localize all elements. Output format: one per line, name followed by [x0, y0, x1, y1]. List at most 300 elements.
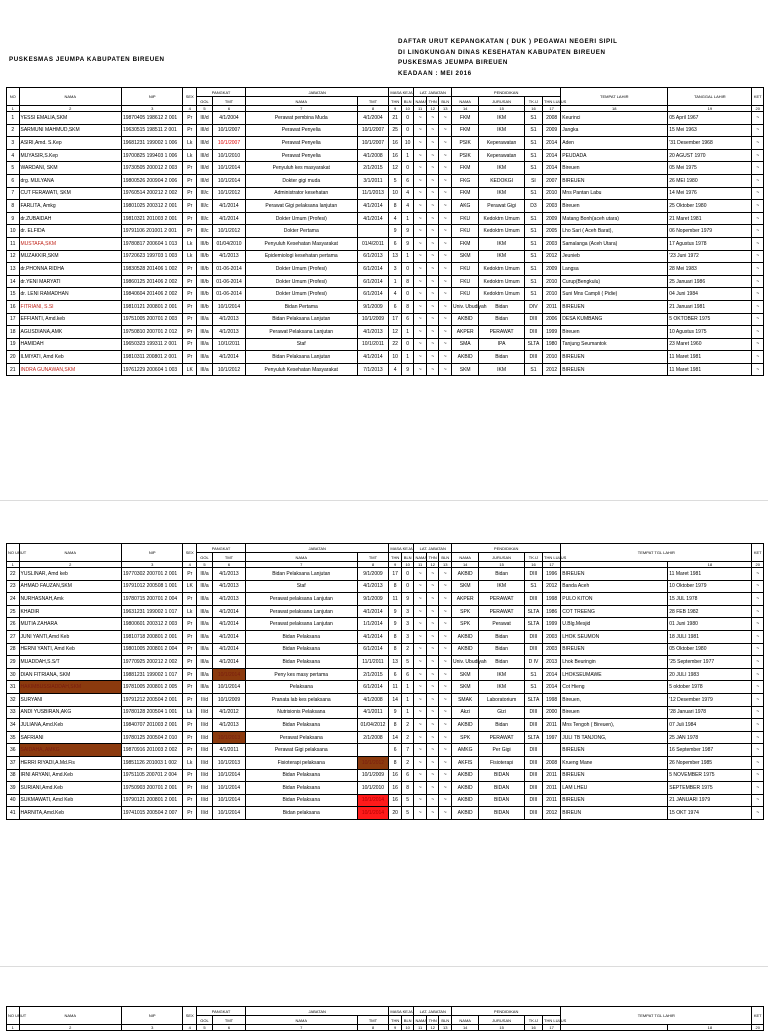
- cell-nip: 19631231 199002 1 017: [121, 605, 182, 618]
- cell-thn: 8: [389, 630, 402, 643]
- cell-jur: BIDAN: [479, 769, 525, 782]
- cell-lulus: 2014: [543, 162, 561, 175]
- cell-thn: 17: [389, 313, 402, 326]
- cell-lb: ~: [439, 744, 452, 757]
- cell-nama: ANDI YUSBIRAN,AKG: [19, 706, 121, 719]
- cell-ln: ~: [414, 794, 427, 807]
- cell-ln: ~: [414, 162, 427, 175]
- cell-ln: ~: [414, 313, 427, 326]
- col-tempat-tgl-lahir: TEMPAT TGL LAHIR: [561, 544, 752, 562]
- cell-tk: S1: [524, 187, 542, 200]
- cell-pn: SPK: [452, 605, 479, 618]
- column-number: 9: [389, 106, 402, 112]
- cell-lt: ~: [426, 618, 439, 631]
- cell-nama: SUKMAWATI, Amd Keb: [19, 794, 121, 807]
- cell-no: 2: [7, 124, 20, 137]
- cell-tgl: 04 Juni 1984: [668, 288, 752, 301]
- cell-nip: 19780128 200504 1 001: [121, 706, 182, 719]
- cell-gol: II/d: [197, 756, 213, 769]
- cell-lulus: 2010: [543, 187, 561, 200]
- cell-tgl: 15 OKT 1974: [668, 807, 752, 820]
- cell-thn: 13: [389, 656, 402, 669]
- column-number: 2: [19, 106, 121, 112]
- cell-pn: AKBID: [452, 630, 479, 643]
- cell-gol: III/a: [197, 630, 213, 643]
- cell-bln: 3: [401, 618, 414, 631]
- cell-ln: ~: [414, 351, 427, 364]
- cell-gol: II/d: [197, 731, 213, 744]
- cell-tk: DIII: [524, 744, 542, 757]
- cell-sex: Lk: [183, 756, 197, 769]
- cell-lb: ~: [439, 313, 452, 326]
- cell-pn: AKPER: [452, 326, 479, 339]
- column-number: 5: [197, 1025, 213, 1031]
- cell-pn: AKBID: [452, 351, 479, 364]
- cell-nip: 19881231 199002 1 017: [121, 668, 182, 681]
- cell-lulus: 2009: [543, 124, 561, 137]
- cell-thn: 9: [389, 706, 402, 719]
- cell-tmt: 4/1/2013: [212, 719, 245, 732]
- cell-tmt: 4/1/2013: [212, 593, 245, 606]
- cell-ln: ~: [414, 706, 427, 719]
- cell-bln: 7: [401, 744, 414, 757]
- cell-tmt: 10/1/2013: [212, 731, 245, 744]
- cell-thn: 6: [389, 300, 402, 313]
- column-number: 1: [7, 106, 20, 112]
- cell-gol: III/d: [197, 149, 213, 162]
- cell-ln: ~: [414, 807, 427, 820]
- cell-jur: Perawat Gigi: [479, 200, 525, 213]
- cell-nip: 19750810 200701 2 012: [121, 326, 182, 339]
- cell-sex: Pr: [183, 174, 197, 187]
- cell-gol: II/d: [197, 769, 213, 782]
- cell-nip: 19840604 201406 2 002: [121, 288, 182, 301]
- cell-sex: Pr: [183, 731, 197, 744]
- cell-tk: D3: [524, 200, 542, 213]
- cell-lulus: 2007: [543, 174, 561, 187]
- cell-jur: BIDAN: [479, 782, 525, 795]
- col-subheader: BLN: [401, 97, 414, 106]
- cell-tgl: 15 Mei 1963: [668, 124, 752, 137]
- col-jabatan: JABATAN: [245, 1007, 388, 1016]
- cell-ln: ~: [414, 769, 427, 782]
- col-no: NO URUT: [7, 544, 20, 562]
- cell-tmt: 10/1/2014: [212, 782, 245, 795]
- cell-gol: III/c: [197, 212, 213, 225]
- cell-nama: KHADIR: [19, 605, 121, 618]
- cell-tmt: 4/1/2014: [212, 630, 245, 643]
- cell-lb: ~: [439, 250, 452, 263]
- cell-jab: Pranata lab kes pelaksana: [245, 693, 357, 706]
- cell-jab: Administrator kesehatan: [245, 187, 357, 200]
- cell-sex: Pr: [183, 300, 197, 313]
- cell-sex: Pr: [183, 656, 197, 669]
- cell-tk: S1: [524, 275, 542, 288]
- cell-jtmt: 11/1/2013: [357, 187, 389, 200]
- cell-ln: ~: [414, 237, 427, 250]
- cell-bln: 1: [401, 681, 414, 694]
- cell-tempat: Tanjung Seumantok: [561, 338, 668, 351]
- cell-lt: ~: [426, 693, 439, 706]
- cell-tk: DIII: [524, 756, 542, 769]
- cell-nama: IRNI ARYANI, Amd.Keb: [19, 769, 121, 782]
- cell-ket: ~: [752, 643, 764, 656]
- cell-gol: III/d: [197, 124, 213, 137]
- cell-ln: ~: [414, 326, 427, 339]
- cell-jab: Bidan Pelaksana: [245, 643, 357, 656]
- col-subheader: NAMA: [245, 97, 357, 106]
- cell-thn: 12: [389, 162, 402, 175]
- cell-tk: S1: [524, 212, 542, 225]
- column-number: 12: [426, 1025, 439, 1031]
- cell-ket: ~: [752, 137, 764, 150]
- cell-tgl: 5 OKTOBER 1975: [668, 313, 752, 326]
- cell-no: 12: [7, 250, 20, 263]
- cell-jtmt: 6/1/2014: [357, 263, 389, 276]
- cell-lt: ~: [426, 288, 439, 301]
- cell-no: 25: [7, 605, 20, 618]
- cell-lt: ~: [426, 250, 439, 263]
- cell-ket: ~: [752, 630, 764, 643]
- cell-tgl: 07 Juli 1984: [668, 719, 752, 732]
- cell-sex: Pr: [183, 313, 197, 326]
- cell-jtmt: 9/1/2009: [357, 568, 389, 581]
- cell-bln: 0: [401, 124, 414, 137]
- cell-tmt: 4/1/2014: [212, 643, 245, 656]
- cell-jur: Bidan: [479, 630, 525, 643]
- cell-tempat: LHOK SEUMON: [561, 630, 668, 643]
- cell-thn: 25: [389, 124, 402, 137]
- cell-gol: II/d: [197, 794, 213, 807]
- cell-lb: ~: [439, 782, 452, 795]
- cell-ket: ~: [752, 605, 764, 618]
- cell-ket: ~: [752, 313, 764, 326]
- cell-pn: SKM: [452, 250, 479, 263]
- cell-bln: 0: [401, 338, 414, 351]
- cell-lb: ~: [439, 200, 452, 213]
- cell-lulus: 2011: [543, 769, 561, 782]
- col-subheader: NAMA: [415, 554, 427, 560]
- cell-ln: ~: [414, 756, 427, 769]
- cell-lt: ~: [426, 174, 439, 187]
- cell-tempat: BIREUN: [561, 807, 668, 820]
- table-row: [7, 275, 764, 288]
- cell-ln: ~: [414, 605, 427, 618]
- cell-tgl: 15 JUL 1978: [668, 593, 752, 606]
- cell-nama: HAKIMBUSSIADDAH,SKM: [19, 681, 121, 694]
- col-tempat-tgl-lahir: TEMPAT TGL LAHIR: [561, 1007, 752, 1025]
- cell-no: 8: [7, 200, 20, 213]
- col-subheader: NAMA: [415, 1017, 427, 1023]
- cell-nama: YUSLINAR, Amd keb: [19, 568, 121, 581]
- cell-pn: AKBID: [452, 794, 479, 807]
- cell-tmt: 01-06-2014: [212, 288, 245, 301]
- cell-tk: S1: [524, 225, 542, 238]
- cell-sex: LK: [183, 363, 197, 376]
- cell-bln: 9: [401, 363, 414, 376]
- col-lat-jabatan: LAT. JABATAN: [414, 88, 452, 97]
- cell-tmt: 01-06-2014: [212, 275, 245, 288]
- cell-no: 18: [7, 326, 20, 339]
- cell-jab: Bidan Pelaksana: [245, 769, 357, 782]
- cell-no: 15: [7, 288, 20, 301]
- cell-tmt: 4/1/2013: [212, 568, 245, 581]
- column-number: 15: [479, 1025, 525, 1031]
- header-row: [7, 544, 764, 553]
- cell-tempat: Banda Aceh: [561, 580, 668, 593]
- cell-lb: ~: [439, 580, 452, 593]
- cell-lulus: 1997: [543, 731, 561, 744]
- cell-nama: YESSI EMALIA,SKM: [19, 112, 121, 125]
- cell-tgl: 25 Oktober 1980: [668, 200, 752, 213]
- cell-tgl: '23 Juni 1972: [668, 250, 752, 263]
- document-header: [398, 37, 617, 79]
- column-number: 17: [543, 562, 561, 568]
- cell-ln: ~: [414, 338, 427, 351]
- cell-pn: AMKG: [452, 744, 479, 757]
- cell-sex: Pr: [183, 112, 197, 125]
- table-row: [7, 351, 764, 364]
- cell-jur: IKM: [479, 124, 525, 137]
- cell-bln: 9: [401, 225, 414, 238]
- cell-bln: 3: [401, 630, 414, 643]
- cell-tgl: 05 April 1967: [668, 112, 752, 125]
- table-row: [7, 313, 764, 326]
- cell-jur: Fisioterapi: [479, 756, 525, 769]
- cell-jtmt: 10/1/2010: [357, 782, 389, 795]
- cell-jab: Perawat pelaksana Lanjutan: [245, 618, 357, 631]
- cell-ket: ~: [752, 288, 764, 301]
- col-subheader: NAMA: [245, 553, 357, 562]
- cell-no: 30: [7, 668, 20, 681]
- cell-thn: 10: [389, 187, 402, 200]
- cell-bln: 0: [401, 568, 414, 581]
- cell-lt: ~: [426, 225, 439, 238]
- column-number: 1: [7, 562, 20, 568]
- cell-gol: II/d: [197, 807, 213, 820]
- cell-jab: Perawat Penyelia: [245, 124, 357, 137]
- cell-sex: Lk: [183, 149, 197, 162]
- cell-jtmt: 9/1/2009: [357, 593, 389, 606]
- cell-lulus: 2003: [543, 200, 561, 213]
- cell-tempat: Aden: [561, 137, 668, 150]
- cell-nama: ILMIYATI, Amd Keb: [19, 351, 121, 364]
- cell-tmt: 10/1/2011: [212, 338, 245, 351]
- cell-sex: Lk: [183, 605, 197, 618]
- cell-tempat: BIREUEN: [561, 300, 668, 313]
- table-row: [7, 363, 764, 376]
- cell-ln: ~: [414, 630, 427, 643]
- table-row: [7, 149, 764, 162]
- cell-bln: 3: [401, 605, 414, 618]
- column-number: 18: [561, 106, 668, 112]
- cell-tgl: 11 Maret 1981: [668, 351, 752, 364]
- cell-sex: Pr: [183, 263, 197, 276]
- col-subheader: BLN: [439, 1016, 452, 1025]
- cell-ln: ~: [414, 275, 427, 288]
- cell-lb: ~: [439, 756, 452, 769]
- cell-tempat: Bireuen: [561, 200, 668, 213]
- cell-jtmt: 6/1/2014: [357, 643, 389, 656]
- cell-lt: ~: [426, 124, 439, 137]
- cell-pn: AKBID: [452, 643, 479, 656]
- cell-tempat: JULI TB TANJONG,: [561, 731, 668, 744]
- cell-pn: FKG: [452, 174, 479, 187]
- cell-jab: Bidan Pelaksana Lanjutan: [245, 568, 357, 581]
- cell-tempat: Samalanga (Aceh Utara): [561, 237, 668, 250]
- cell-sex: Pr: [183, 693, 197, 706]
- col-masa-kerja: MASA KEJA: [390, 545, 413, 551]
- cell-ket: ~: [752, 731, 764, 744]
- table-row: [7, 112, 764, 125]
- cell-sex: Lk: [183, 250, 197, 263]
- cell-ket: ~: [752, 807, 764, 820]
- cell-lb: ~: [439, 174, 452, 187]
- cell-bln: 6: [401, 668, 414, 681]
- cell-tgl: '12 Desember 1979: [668, 693, 752, 706]
- cell-tgl: 28 Mei 1983: [668, 263, 752, 276]
- cell-jur: Keperawatan: [479, 149, 525, 162]
- col-lat-jabatan: LAT. JABATAN: [414, 1007, 452, 1016]
- cell-bln: 2: [401, 643, 414, 656]
- cell-lt: ~: [426, 731, 439, 744]
- cell-nama: SURYANI: [19, 693, 121, 706]
- cell-tgl: 16 September 1987: [668, 744, 752, 757]
- cell-lulus: 2011: [543, 794, 561, 807]
- cell-pn: FKM: [452, 162, 479, 175]
- col-pendidikan: PENDIDIKAN: [452, 544, 561, 553]
- cell-ln: ~: [414, 112, 427, 125]
- col-subheader: BLN: [401, 553, 414, 562]
- cell-tgl: 14 Mei 1976: [668, 187, 752, 200]
- cell-tgl: 18 JULI 1981: [668, 630, 752, 643]
- cell-jab: Peny kes masy pertama: [245, 668, 357, 681]
- cell-no: 27: [7, 630, 20, 643]
- table-row: [7, 162, 764, 175]
- cell-lt: ~: [426, 807, 439, 820]
- cell-pn: AKBID: [452, 568, 479, 581]
- cell-pn: AKBID: [452, 769, 479, 782]
- cell-bln: 8: [401, 300, 414, 313]
- cell-gol: III/a: [197, 643, 213, 656]
- col-tempat-lahir: TEMPAT LAHIR: [561, 88, 668, 106]
- cell-lt: ~: [426, 326, 439, 339]
- cell-tempat: Bireuen: [561, 162, 668, 175]
- cell-jab: Penyuluh kes masyarakat: [245, 162, 357, 175]
- cell-jab: Dokter Umum (Profesi): [245, 288, 357, 301]
- cell-lb: ~: [439, 162, 452, 175]
- col-lat-jabatan: LAT. JABATAN: [414, 544, 452, 553]
- cell-tk: DIII: [524, 326, 542, 339]
- cell-lulus: [543, 744, 561, 757]
- column-number: 12: [426, 106, 439, 112]
- cell-tmt: 10/1/2007: [212, 137, 245, 150]
- cell-tempat: COT TREENG: [561, 605, 668, 618]
- table-row: [7, 237, 764, 250]
- column-number: 14: [452, 1025, 479, 1031]
- cell-bln: 5: [401, 807, 414, 820]
- cell-jab: Penyuluh Kesehatan Masyarakat: [245, 237, 357, 250]
- cell-tmt: 10/1/2014: [212, 807, 245, 820]
- cell-pn: Akzi: [452, 706, 479, 719]
- cell-tempat: LHOKSEUMAWE: [561, 668, 668, 681]
- header-line: KEADAAN : MEI 2016: [398, 69, 472, 77]
- col-nip: NIP: [121, 88, 182, 106]
- cell-sex: Pr: [183, 794, 197, 807]
- cell-tgl: 10 Oktober 1979: [668, 580, 752, 593]
- table-row: [7, 643, 764, 656]
- header-line: PUSKESMAS JEUMPA BIREUEN: [398, 59, 508, 66]
- cell-tmt: 4/1/2014: [212, 212, 245, 225]
- cell-gol: III/a: [197, 338, 213, 351]
- cell-bln: 2: [401, 731, 414, 744]
- cell-jtmt: 4/1/2014: [357, 351, 389, 364]
- cell-nip: 19791106 201001 2 001: [121, 225, 182, 238]
- cell-ket: ~: [752, 756, 764, 769]
- cell-nama: FITRIANI, S.SI: [19, 300, 121, 313]
- cell-ket: ~: [752, 338, 764, 351]
- cell-ln: ~: [414, 137, 427, 150]
- cell-tk: SLTA: [524, 618, 542, 631]
- table-row: [7, 744, 764, 757]
- cell-tmt: 4/1/2011: [212, 744, 245, 757]
- cell-jtmt: 2/1/2015: [357, 668, 389, 681]
- cell-tempat: Bireuen: [561, 706, 668, 719]
- col-subheader: TK.IJ: [524, 1016, 542, 1025]
- cell-jab: Bidan Pelaksana Lanjutan: [245, 313, 357, 326]
- cell-jtmt: 11/1/2011: [357, 656, 389, 669]
- column-number: 9: [389, 562, 402, 568]
- column-number: 15: [479, 106, 525, 112]
- cell-nip: 19760514 200212 2 002: [121, 187, 182, 200]
- cell-no: 28: [7, 643, 20, 656]
- cell-sex: Pr: [183, 225, 197, 238]
- cell-lulus: 2008: [543, 756, 561, 769]
- cell-bln: 5: [401, 656, 414, 669]
- cell-tmt: 10/1/2010: [212, 149, 245, 162]
- cell-bln: 6: [401, 174, 414, 187]
- cell-tempat: BIREUEN: [561, 174, 668, 187]
- cell-nama: JUNI YANTI,Amd Keb: [19, 630, 121, 643]
- cell-lt: ~: [426, 351, 439, 364]
- cell-lt: ~: [426, 313, 439, 326]
- cell-tempat: LAM LHEU: [561, 782, 668, 795]
- cell-lulus: 2009: [543, 212, 561, 225]
- col-subheader: THN: [426, 97, 439, 106]
- cell-tempat: BIREUEN: [561, 769, 668, 782]
- duk-table-page-2: [6, 543, 764, 820]
- cell-lb: ~: [439, 668, 452, 681]
- header-line: DAFTAR URUT KEPANGKATAN ( DUK ) PEGAWAI NEGERI SIPIL: [398, 38, 618, 45]
- cell-lulus: 2010: [543, 288, 561, 301]
- cell-no: 9: [7, 212, 20, 225]
- col-subheader: THN LULUS: [544, 1017, 567, 1023]
- cell-thn: 8: [389, 756, 402, 769]
- cell-nip: 19630515 198511 2 001: [121, 124, 182, 137]
- table-row: [7, 212, 764, 225]
- column-number: 16: [524, 106, 542, 112]
- cell-thn: 13: [389, 250, 402, 263]
- cell-tmt: 4/1/2004: [212, 112, 245, 125]
- cell-ket: ~: [752, 149, 764, 162]
- col-subheader: TMT: [357, 553, 389, 562]
- cell-bln: 0: [401, 288, 414, 301]
- cell-jtmt: 4/1/2011: [357, 706, 389, 719]
- cell-ket: ~: [752, 568, 764, 581]
- cell-nama: HARNITA,Amd.Keb: [19, 807, 121, 820]
- cell-tk: DIV: [524, 300, 542, 313]
- cell-no: 34: [7, 719, 20, 732]
